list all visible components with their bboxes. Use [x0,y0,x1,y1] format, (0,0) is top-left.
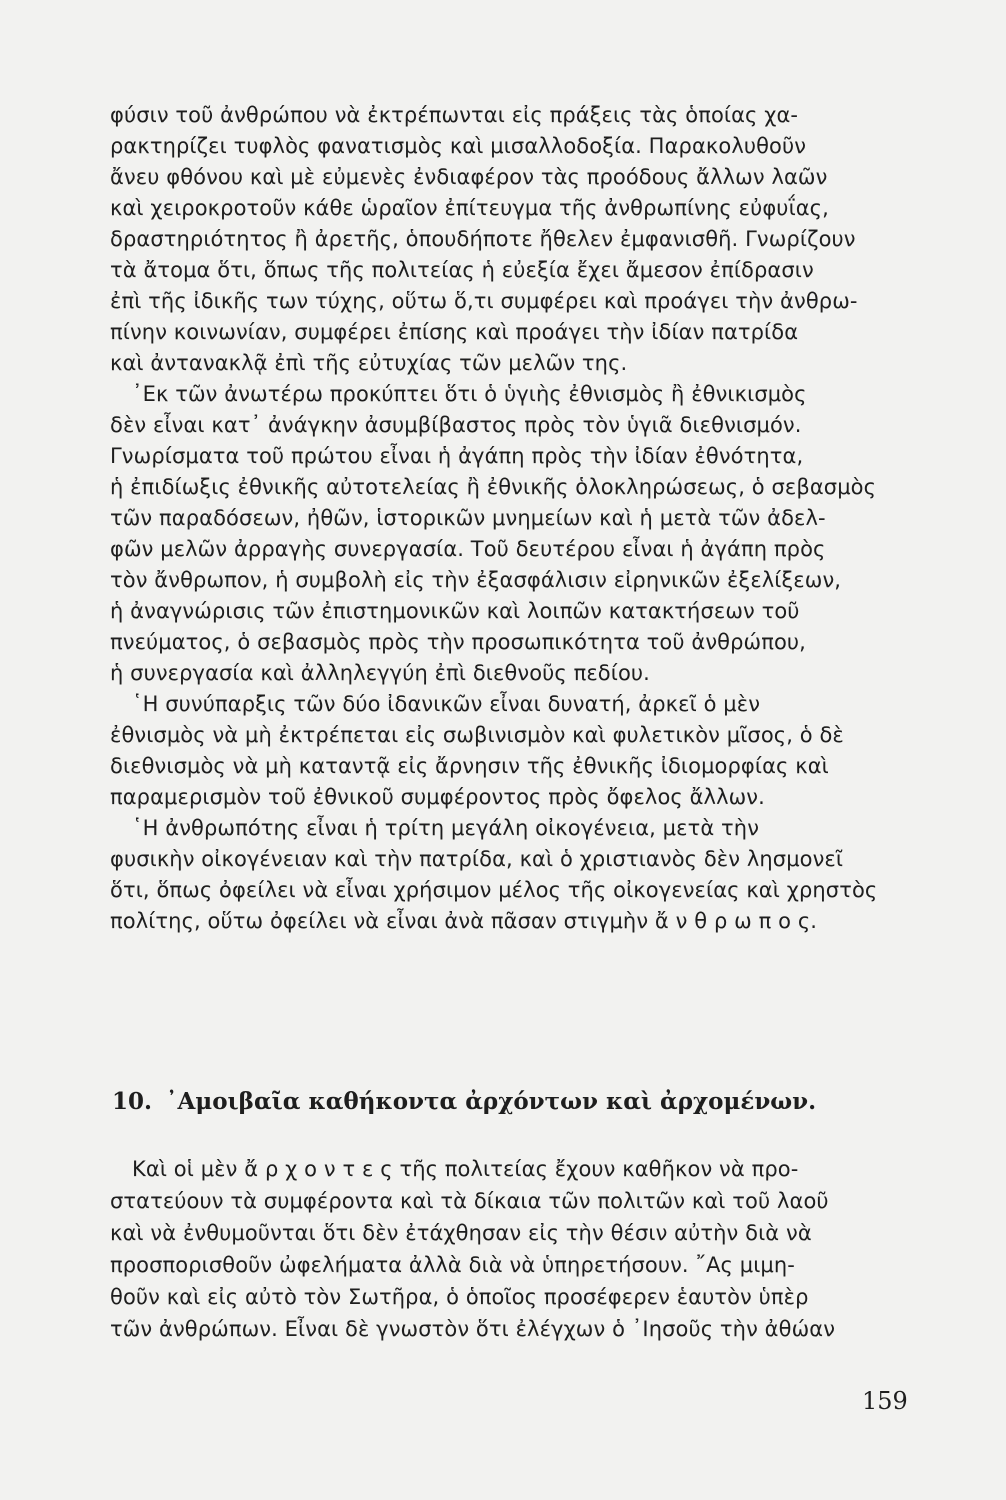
text-line: θοῦν καὶ εἰς αὐτὸ τὸν Σωτῆρα, ὁ ὁποῖος προσέφερεν ἑαυτὸν ὑπὲρ [110,1285,809,1309]
text-line: ῾Η συνύπαρξις τῶν δύο ἰδανικῶν εἶναι δυνατή, ἀρκεῖ ὁ μὲν [132,692,761,716]
text-line: ἐθνισμὸς νὰ μὴ ἐκτρέπεται εἰς σωβινισμὸν καὶ φυλετικὸν μῖσος, ὁ δὲ [110,723,844,747]
section-heading [112,1082,902,1122]
text-line: πίνην κοινωνίαν, συμφέρει ἐπίσης καὶ προάγει τὴν ἰδίαν πατρίδα [110,320,799,344]
body-text-bottom [110,1153,910,1345]
text-line: πνεύματος, ὁ σεβασμὸς πρὸς τὴν προσωπικότητα τοῦ ἀνθρώπου, [110,630,806,654]
text-line: ἡ ἐπιδίωξις ἐθνικῆς αὐτοτελείας ἢ ἐθνικῆς ὁλοκληρώσεως, ὁ σεβασμὸς [110,475,877,499]
text-line: ἄνευ φθόνου καὶ μὲ εὐμενὲς ἐνδιαφέρον τὰς προόδους ἄλλων λαῶν [110,165,828,189]
text-line: διεθνισμὸς νὰ μὴ καταντᾷ εἰς ἄρνησιν τῆς ἐθνικῆς ἰδιομορφίας καὶ [110,754,829,778]
text-line: φύσιν τοῦ ἀνθρώπου νὰ ἐκτρέπωνται εἰς πράξεις τὰς ὁποίας χα- [110,103,799,127]
text-line: ἡ συνεργασία καὶ ἀλληλεγγύη ἐπὶ διεθνοῦς πεδίου. [110,661,650,685]
text-line: πολίτης, οὕτω ὀφείλει νὰ εἶναι ἀνὰ πᾶσαν στιγμὴν ἄ ν θ ρ ω π ο ς. [110,909,818,933]
text-line: ἡ ἀναγνώρισις τῶν ἐπιστημονικῶν καὶ λοιπῶν κατακτήσεων τοῦ [110,599,800,623]
text-line: καὶ χειροκροτοῦν κάθε ὡραῖον ἐπίτευγμα τῆς ἀνθρωπίνης εὐφυΐας, [110,196,829,220]
text-line: στατεύουν τὰ συμφέροντα καὶ τὰ δίκαια τῶν πολιτῶν καὶ τοῦ λαοῦ [110,1189,829,1213]
section-title: ᾿Αμοιβαῖα καθήκοντα ἀρχόντων καὶ ἀρχομένων. [166,1088,817,1115]
text-line: τὸν ἄνθρωπον, ἡ συμβολὴ εἰς τὴν ἐξασφάλισιν εἰρηνικῶν ἐξελίξεων, [110,568,842,592]
text-line: ρακτηρίζει τυφλὸς φανατισμὸς καὶ μισαλλοδοξία. Παρακολυθοῦν [110,134,807,158]
text-line: ἐπὶ τῆς ἰδικῆς των τύχης, οὕτω ὅ,τι συμφέρει καὶ προάγει τὴν ἀνθρω- [110,289,858,313]
text-line: δὲν εἶναι κατ᾿ ἀνάγκην ἀσυμβίβαστος πρὸς τὸν ὑγιᾶ διεθνισμόν. [110,413,802,437]
text-line: Καὶ οἱ μὲν ἄ ρ χ ο ν τ ε ς τῆς πολιτείας ἔχουν καθῆκον νὰ προ- [132,1157,799,1181]
text-line: φυσικὴν οἰκογένειαν καὶ τὴν πατρίδα, καὶ ὁ χριστιανὸς δὲν λησμονεῖ [110,847,844,871]
body-text-top [110,100,910,937]
text-line: ὅτι, ὅπως ὀφείλει νὰ εἶναι χρήσιμον μέλος τῆς οἰκογενείας καὶ χρηστὸς [110,878,878,902]
text-line: καὶ ἀντανακλᾷ ἐπὶ τῆς εὐτυχίας τῶν μελῶν της. [110,351,628,375]
text-line: δραστηριότητος ἢ ἀρετῆς, ὁπουδήποτε ἤθελεν ἐμφανισθῆ. Γνωρίζουν [110,227,856,251]
text-line: ῾Η ἀνθρωπότης εἶναι ἡ τρίτη μεγάλη οἰκογένεια, μετὰ τὴν [132,816,760,840]
text-line: τῶν παραδόσεων, ἠθῶν, ἱστορικῶν μνημείων καὶ ἡ μετὰ τῶν ἀδελ- [110,506,826,530]
page-number: 159 [862,1387,908,1415]
text-line: ᾿Εκ τῶν ἀνωτέρω προκύπτει ὅτι ὁ ὑγιὴς ἐθνισμὸς ἢ ἐθνικισμὸς [132,382,807,406]
section-number: 10. [112,1088,153,1115]
text-line: προσπορισθοῦν ὠφελήματα ἀλλὰ διὰ νὰ ὑπηρετήσουν. ῎Ας μιμη- [110,1253,795,1277]
text-line: τῶν ἀνθρώπων. Εἶναι δὲ γνωστὸν ὅτι ἐλέγχων ὁ ᾿Ιησοῦς τὴν ἀθώαν [110,1317,836,1341]
text-line: Γνωρίσματα τοῦ πρώτου εἶναι ἡ ἀγάπη πρὸς τὴν ἰδίαν ἐθνότητα, [110,444,804,468]
text-line: τὰ ἄτομα ὅτι, ὅπως τῆς πολιτείας ἡ εὐεξία ἔχει ἄμεσον ἐπίδρασιν [110,258,814,282]
text-line: φῶν μελῶν ἀρραγὴς συνεργασία. Τοῦ δευτέρου εἶναι ἡ ἀγάπη πρὸς [110,537,826,561]
text-line: καὶ νὰ ἐνθυμοῦνται ὅτι δὲν ἐτάχθησαν εἰς τὴν θέσιν αὐτὴν διὰ νὰ [110,1221,812,1245]
text-line: παραμερισμὸν τοῦ ἐθνικοῦ συμφέροντος πρὸς ὄφελος ἄλλων. [110,785,765,809]
